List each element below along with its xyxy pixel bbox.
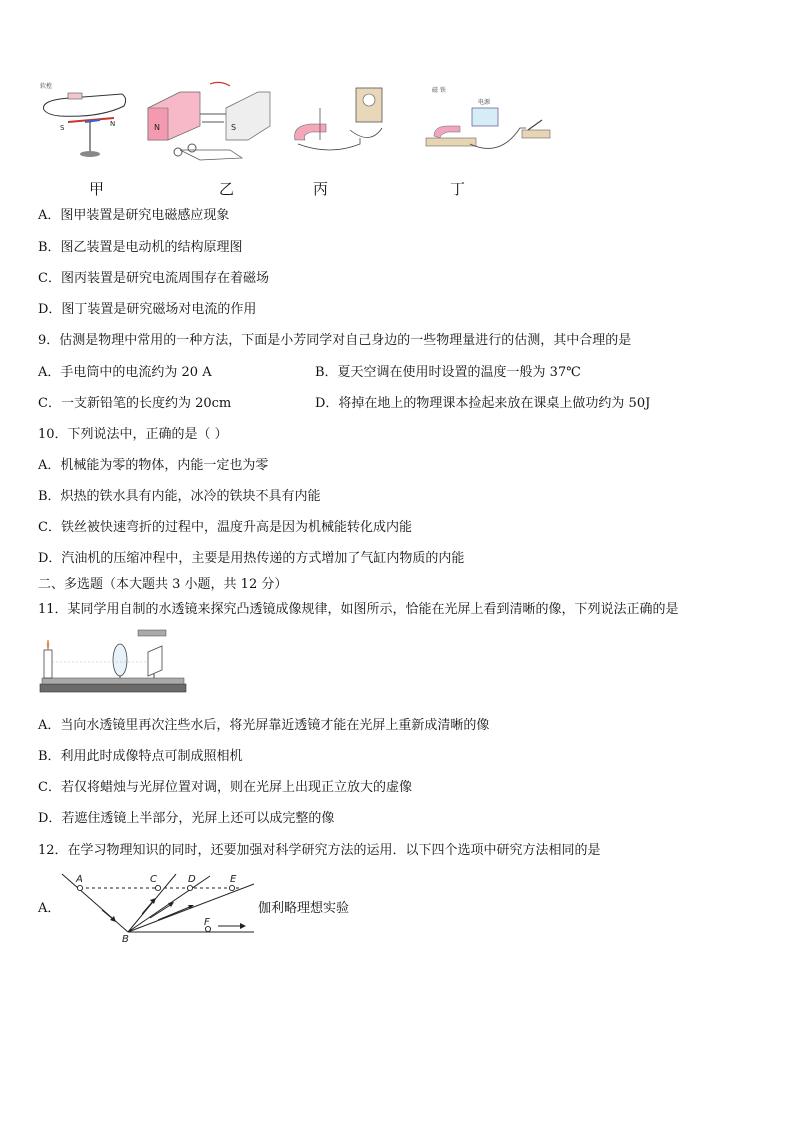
q8-figures bbox=[30, 78, 570, 173]
q8-option-c: C．图丙装置是研究电流周围存在着磁场 bbox=[38, 271, 269, 286]
q11-stem: 11．某同学用自制的水透镜来探究凸透镜成像规律，如图所示，恰能在光屏上看到清晰的像，下列说法正确的是 bbox=[38, 602, 679, 617]
section-heading-multiple-choice: 二、多选题（本大题共 3 小题，共 12 分） bbox=[38, 577, 288, 592]
point-e-label: E bbox=[230, 874, 237, 885]
point-d-label: D bbox=[188, 874, 196, 885]
figure-label-jia: 甲 bbox=[89, 180, 105, 198]
q10-option-d: D．汽油机的压缩冲程中，主要是用热传递的方式增加了气缸内物质的内能 bbox=[38, 551, 465, 566]
q10-option-a: A．机械能为零的物体，内能一定也为零 bbox=[38, 458, 269, 473]
point-c-label: C bbox=[150, 874, 157, 885]
figure-label-yi: 乙 bbox=[219, 180, 235, 198]
q11-option-b: B．利用此时成像特点可制成照相机 bbox=[38, 749, 243, 764]
q12-stem: 12．在学习物理知识的同时，还要加强对科学研究方法的运用．以下四个选项中研究方法相同的是 bbox=[38, 843, 601, 858]
q9-option-a: A．手电筒中的电流约为 20 A bbox=[38, 365, 212, 380]
q9-option-d: D．将掉在地上的物理课本捡起来放在课桌上做功约为 50J bbox=[315, 396, 651, 411]
jia-s: S bbox=[60, 124, 65, 132]
yi-n: N bbox=[154, 123, 160, 132]
figure-label-bing: 丙 bbox=[313, 180, 329, 198]
q11-option-c: C．若仅将蜡烛与光屏位置对调，则在光屏上出现正立放大的虚像 bbox=[38, 780, 412, 795]
q10-stem: 10．下列说法中，正确的是（ ） bbox=[38, 427, 228, 442]
q10-option-c: C．铁丝被快速弯折的过程中，温度升高是因为机械能转化成内能 bbox=[38, 520, 412, 535]
q9-stem: 9．估测是物理中常用的一种方法，下面是小芳同学对自己身边的一些物理量进行的估测，其中合理的是 bbox=[38, 333, 632, 348]
figure-jia bbox=[40, 82, 126, 157]
q9-option-c: C．一支新铅笔的长度约为 20cm bbox=[38, 396, 232, 411]
q12-option-a-letter: A． bbox=[38, 901, 61, 916]
figure-yi bbox=[148, 82, 270, 160]
q12-galileo-figure bbox=[58, 868, 258, 944]
ding-power: 电源 bbox=[478, 99, 491, 106]
q11-figure-optical-bench bbox=[38, 626, 188, 704]
figure-bing bbox=[295, 88, 382, 150]
ding-label: 磁 铁 bbox=[432, 87, 446, 94]
point-b-label: B bbox=[122, 934, 129, 944]
q8-option-b: B．图乙装置是电动机的结构原理图 bbox=[38, 240, 243, 255]
q11-option-d: D．若遮住透镜上半部分，光屏上还可以成完整的像 bbox=[38, 811, 335, 826]
jia-n: N bbox=[110, 120, 116, 128]
point-f-label: F bbox=[204, 917, 210, 928]
q11-option-a: A．当向水透镜里再次注些水后，将光屏靠近透镜才能在光屏上重新成清晰的像 bbox=[38, 718, 490, 733]
point-a-label: A bbox=[76, 874, 83, 885]
q10-option-b: B．炽热的铁水具有内能，冰冷的铁块不具有内能 bbox=[38, 489, 321, 504]
figure-ding bbox=[426, 86, 550, 148]
q12-option-a-caption: 伽利略理想实验 bbox=[258, 901, 350, 916]
yi-s: S bbox=[231, 123, 237, 132]
q8-option-a: A．图甲装置是研究电磁感应现象 bbox=[38, 208, 230, 223]
q8-option-d: D．图丁装置是研究磁场对电流的作用 bbox=[38, 302, 257, 317]
q9-option-b: B．夏天空调在使用时设置的温度一般为 37℃ bbox=[315, 365, 581, 380]
figure-label-ding: 丁 bbox=[450, 180, 466, 198]
jia-top-label: 软樘 bbox=[40, 83, 53, 90]
